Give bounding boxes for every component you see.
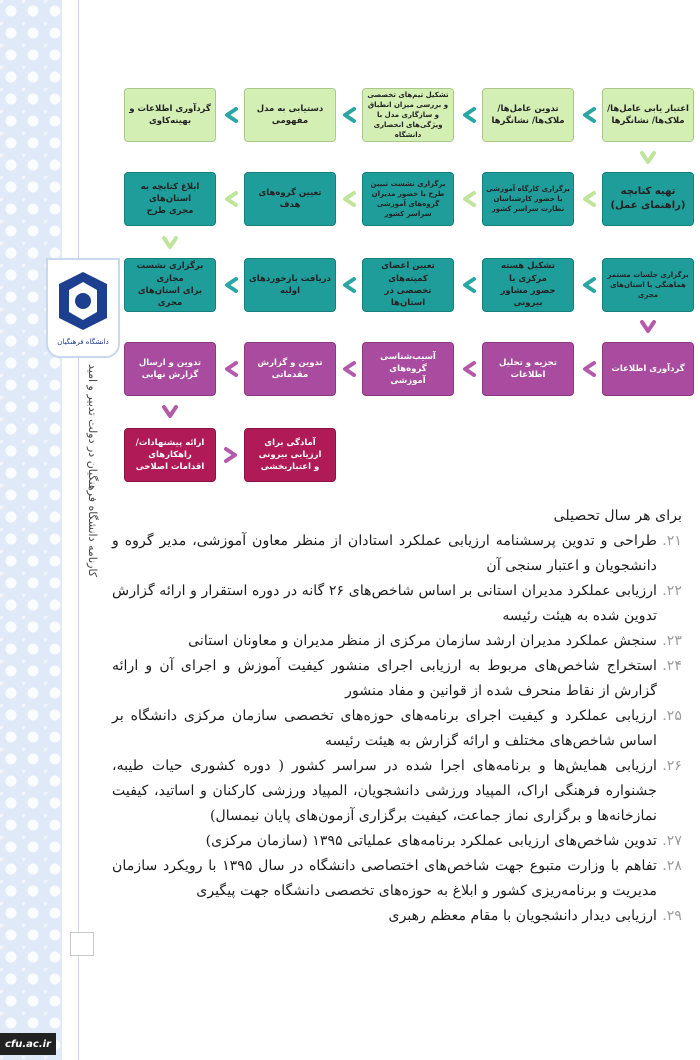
flow-step-r3-5: برگزاری نشست مجازی برای استان‌های مجری: [124, 258, 216, 312]
logo-emblem-icon: [53, 268, 113, 348]
flow-step-r4-1: گردآوری اطلاعات: [602, 342, 694, 396]
list-item: [112, 629, 682, 654]
flow-step-r2-2: برگزاری کارگاه آموزشی با حضور کارشناسان نظارت سراسر کشور: [482, 172, 574, 226]
logo-label: دانشگاه فرهنگیان: [57, 338, 109, 346]
arrow-left-icon: [580, 276, 598, 294]
list-item: [112, 704, 682, 754]
flow-step-r4-4: تدوین و گزارش مقدماتی: [244, 342, 336, 396]
list-item-text: ارزیابی عملکرد و کیفیت اجرای برنامه‌های حوزه‌های تخصصی سازمان مرکزی دانشگاه بر اساس شاخص‌های مختلف و ارائه گزارش به هیئت رئیسه: [112, 708, 657, 749]
arrow-left-icon: [580, 360, 598, 378]
list-item-number: ۲۸.: [662, 858, 682, 874]
arrow-left-icon: [340, 276, 358, 294]
arrow-left-icon: [460, 190, 478, 208]
list-item: [112, 829, 682, 854]
list-item-number: ۲۶.: [662, 758, 682, 774]
sidebar-pattern: [0, 0, 62, 1060]
arrow-left-icon: [340, 190, 358, 208]
page-corner-box: [70, 932, 94, 956]
arrow-left-icon: [222, 276, 240, 294]
list-item-number: ۲۷.: [662, 833, 682, 849]
university-logo: [46, 258, 120, 358]
flow-step-r1-1: اعتبار یابی عامل‌ها/ ملاک‌ها/ نشانگرها: [602, 88, 694, 142]
arrow-left-icon: [580, 106, 598, 124]
flow-step-r3-2: تشکیل هسته مرکزی با حضور مشاور بیرونی: [482, 258, 574, 312]
achievements-list: [112, 504, 682, 929]
arrow-down-icon: [161, 234, 179, 252]
list-item-number: ۲۱.: [662, 533, 682, 549]
sidebar-vertical-title: کارنامه دانشگاه فرهنگیان در دولت تدبیر و امید: [86, 364, 99, 578]
flow-step-r2-5: ابلاغ کتابچه به استان‌های مجری طرح: [124, 172, 216, 226]
flow-step-r3-1: برگزاری جلسات مستمر هماهنگی با استان‌های مجری: [602, 258, 694, 312]
flow-step-r2-3: برگزاری نشست تبیین طرح با حضور مدیران گروه‌های آموزشی سراسر کشور: [362, 172, 454, 226]
arrow-left-icon: [340, 360, 358, 378]
list-item: [112, 754, 682, 829]
footer-site-logo: cfu.ac.ir: [0, 1033, 56, 1055]
list-item-text: تدوین شاخص‌های ارزیابی عملکرد برنامه‌های عملیاتی ۱۳۹۵ (سازمان مرکزی): [205, 833, 657, 849]
arrow-down-icon: [639, 149, 657, 167]
arrow-left-icon: [460, 276, 478, 294]
flow-step-r1-5: گردآوری اطلاعات و بهینه‌کاوی: [124, 88, 216, 142]
arrow-left-icon: [340, 106, 358, 124]
list-item: [112, 654, 682, 704]
list-intro: برای هر سال تحصیلی: [553, 508, 682, 524]
list-item-text: استخراج شاخص‌های مربوط به ارزیابی اجرای منشور کیفیت آموزش و اجرای آن و ارائه گزارش از نقاط منحرف شده از قوانین و مفاد منشور: [112, 658, 657, 699]
flow-step-r1-2: تدوین عامل‌ها/ ملاک‌ها/ نشانگرها: [482, 88, 574, 142]
list-item: [112, 579, 682, 629]
list-item: [112, 854, 682, 904]
list-item-text: ارزیابی همایش‌ها و برنامه‌های اجرا شده در سراسر کشور ( دوره کشوری حیات طیبه، جشنواره فرهنگی اراک، المپیاد ورزشی دانشجویان، المپیاد ورزشی کارکنان و اساتید، کیفیت نمازخانه‌ها و برگزاری نماز جماعت، کیفیت برگزاری آزمون‌های پایان نیمسال): [112, 758, 657, 824]
flow-step-r3-4: دریافت بازخوردهای اولیه: [244, 258, 336, 312]
arrow-left-icon: [222, 360, 240, 378]
flow-step-r1-3: تشکیل تیم‌های تخصصی و بررسی میزان انطباق و سازگاری مدل با ویژگی‌های انحصاری دانشگاه: [362, 88, 454, 142]
arrow-down-icon: [161, 403, 179, 421]
flow-step-r2-1: تهیه کتابچه (راهنمای عمل): [602, 172, 694, 226]
arrow-left-icon: [222, 106, 240, 124]
flow-step-r2-4: تعیین گروه‌های هدف: [244, 172, 336, 226]
flow-step-r5-1: آمادگی برای ارزیابی بیرونی و اعتباربخشی: [244, 428, 336, 482]
flow-step-r4-5: تدوین و ارسال گزارش نهایی: [124, 342, 216, 396]
list-item-text: ارزیابی عملکرد مدیران استانی بر اساس شاخص‌های ۲۶ گانه در دوره استقرار و ارائه گزارش تدوین شده به هیئت رئیسه: [112, 583, 657, 624]
list-item-number: ۲۲.: [662, 583, 682, 599]
flow-step-r4-3: آسیب‌شناسی گروه‌های آموزشی: [362, 342, 454, 396]
arrow-down-icon: [639, 318, 657, 336]
list-item-number: ۲۴.: [662, 658, 682, 674]
list-item: [112, 529, 682, 579]
flow-step-r4-2: تجزیه و تحلیل اطلاعات: [482, 342, 574, 396]
arrow-right-icon: [222, 446, 240, 464]
list-item-number: ۲۳.: [662, 633, 682, 649]
arrow-left-icon: [460, 106, 478, 124]
list-item-number: ۲۹.: [662, 908, 682, 924]
list-item-text: سنجش عملکرد مدیران ارشد سازمان مرکزی از منظر مدیران و معاونان استانی: [188, 633, 657, 649]
arrow-left-icon: [460, 360, 478, 378]
flow-step-r1-4: دستیابی به مدل مفهومی: [244, 88, 336, 142]
arrow-left-icon: [222, 190, 240, 208]
arrow-left-icon: [580, 190, 598, 208]
sidebar-divider: [78, 0, 79, 1060]
list-item-text: طراحی و تدوین پرسشنامه ارزیابی عملکرد استادان از منظر معاون آموزشی، مدیر گروه و دانشجویان و اعتبار سنجی آن: [112, 533, 657, 574]
flow-step-r5-2: ارائه پیشنهادات/راهکارهای اقدامات اصلاحی: [124, 428, 216, 482]
list-item-text: تفاهم با وزارت متبوع جهت شاخص‌های اختصاصی دانشگاه در سال ۱۳۹۵ با رویکرد سازمان مدیریت و برنامه‌ریزی کشور و ابلاغ به حوزه‌های تخصصی دانشگاه جهت پیگیری: [112, 858, 657, 899]
list-item-number: ۲۵.: [662, 708, 682, 724]
list-item: [112, 904, 682, 929]
list-item-text: ارزیابی دیدار دانشجویان با مقام معظم رهبری: [388, 908, 657, 924]
flow-step-r3-3: تعیین اعضای کمیته‌های تخصصی در استان‌ها: [362, 258, 454, 312]
